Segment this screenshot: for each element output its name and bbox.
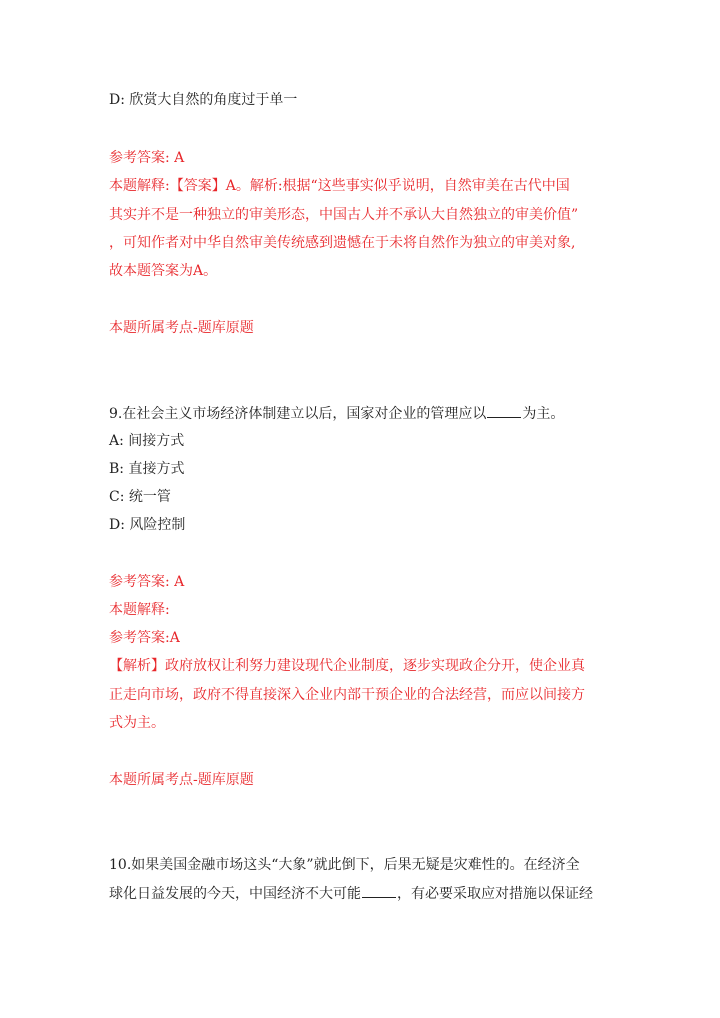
q9-stem-before: 9.在社会主义市场经济体制建立以后，国家对企业的管理应以	[109, 406, 487, 422]
q8-explanation-line-3: ，可知作者对中华自然审美传统感到遗憾在于未将自然作为独立的审美对象,	[109, 235, 576, 251]
q9-analysis-line-1: 【解析】政府放权让利努力建设现代企业制度，逐步实现政企分开，使企业真	[109, 658, 585, 674]
q9-option-a: A: 间接方式	[109, 433, 185, 449]
q8-explanation-line-1: 本题解释:【答案】A。解析:根据“这些事实似乎说明，自然审美在古代中国	[109, 178, 570, 194]
q8-answer: 参考答案: A	[109, 150, 185, 166]
q9-answer-2: 参考答案:A	[109, 630, 180, 646]
q8-explanation-line-4: 故本题答案为A。	[109, 263, 218, 279]
q8-explanation-line-2: 其实并不是一种独立的审美形态，中国古人并不承认大自然独立的审美价值”	[109, 207, 579, 223]
q9-option-d: D: 风险控制	[109, 517, 186, 533]
q8-option-d: D: 欣赏大自然的角度过于单一	[109, 92, 298, 108]
q9-answer: 参考答案: A	[109, 574, 185, 590]
q9-analysis-line-3: 式为主。	[109, 715, 165, 731]
q10-stem-line-1: 10.如果美国金融市场这头“大象”就此倒下，后果无疑是灾难性的。在经济全	[109, 857, 580, 873]
q9-option-c: C: 统一管	[109, 489, 171, 505]
q9-source: 本题所属考点-题库原题	[109, 772, 254, 788]
q10-stem-before: 球化日益发展的今天，中国经济不大可能	[109, 886, 361, 902]
q9-blank	[487, 403, 521, 418]
q9-analysis-line-2: 正走向市场，政府不得直接深入企业内部干预企业的合法经营，而应以间接方	[109, 687, 585, 703]
q9-stem-after: 为主。	[522, 406, 565, 422]
q9-explanation-label: 本题解释:	[109, 602, 170, 618]
q8-source: 本题所属考点-题库原题	[109, 320, 254, 336]
q9-option-b: B: 直接方式	[109, 461, 185, 477]
q10-blank	[362, 883, 396, 898]
q9-stem	[109, 403, 564, 424]
q10-stem-after: ，有必要采取应对措施以保证经	[397, 886, 593, 902]
q10-stem-line-2	[109, 883, 593, 904]
